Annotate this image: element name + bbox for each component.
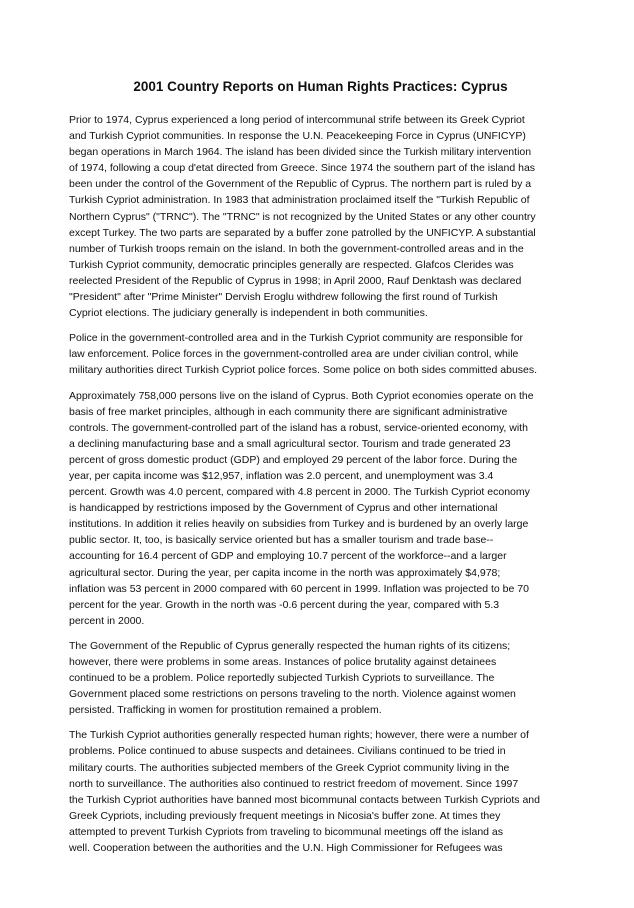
document-title: 2001 Country Reports on Human Rights Practices: Cyprus	[133, 79, 508, 94]
paragraph-police: Police in the government-controlled area and in the Turkish Cypriot community are responsible for law enforcement. Police forces in the government-controlled area are under civilian control, while military authorities direct Turkish Cypriot police forces. Some police on both sides committed abuses.	[69, 332, 538, 377]
paragraph-turkish-cypriot-rights: The Turkish Cypriot authorities generally respected human rights; however, there were a number of problems. Police continued to abuse suspects and detainees. Civilians continued to be tried in military courts. The authorities subjected members of the Greek Cypriot community living in the north to surveillance. The authorities also continued to restrict freedom of movement. Since 1997 the Turkish Cypriot authorities have banned most bicommunal contacts between Turkish Cypriots and Greek Cypriots, including previously frequent meetings in Nicosia's buffer zone. At times they attempted to prevent Turkish Cypriots from traveling to bicommunal meetings off the island as well. Cooperation between the authorities and the U.N. High Commissioner for Refugees was	[69, 729, 540, 855]
paragraph-government-rights: The Government of the Republic of Cyprus generally respected the human rights of its citizens; however, there were problems in some areas. Instances of police brutality against detainees continued to be a problem. Police reportedly subjected Turkish Cypriots to surveillance. The Government placed some restrictions on persons traveling to the north. Violence against women persisted. Trafficking in women for prostitution remained a problem.	[69, 639, 516, 717]
paragraph-economy: Approximately 758,000 persons live on the island of Cyprus. Both Cypriot economies operate on the basis of free market principles, although in each community there are significant administrative controls. The government-controlled part of the island has a robust, service-oriented economy, with a declining manufacturing base and a small agricultural sector. Tourism and trade generated 23 percent of gross domestic product (GDP) and employed 29 percent of the labor force. During the year, per capita income was $12,957, inflation was 2.0 percent, and unemployment was 3.4 percent. Growth was 4.0 percent, compared with 4.8 percent in 2000. The Turkish Cypriot economy is handicapped by restrictions imposed by the Government of Cyprus and other international institutions. In addition it relies heavily on subsidies from Turkey and is burdened by an overly large public sector. It, too, is basically service oriented but has a smaller tourism and trade base-- accounting for 16.4 percent of GDP and employing 10.7 percent of the workforce--and a larger agricultural sector. During the year, per capita income in the north was approximately $4,978; inflation was 53 percent in 2000 compared with 60 percent in 1999. Inflation was projected to be 70 percent for the year. Growth in the north was -0.6 percent during the year, compared with 5.3 percent in 2000.	[69, 389, 534, 627]
paragraph-overview: Prior to 1974, Cyprus experienced a long period of intercommunal strife between its Greek Cypriot and Turkish Cypriot communities. In response the U.N. Peacekeeping Force in Cyprus (UNFICYP) began operations in March 1964. The island has been divided since the Turkish military intervention of 1974, following a coup d'etat directed from Greece. Since 1974 the southern part of the island has been under the control of the Government of the Republic of Cyprus. The northern part is ruled by a Turkish Cypriot administration. In 1983 that administration proclaimed itself the "Turkish Republic of Northern Cyprus" ("TRNC"). The "TRNC" is not recognized by the United States or any other country except Turkey. The two parts are separated by a buffer zone patrolled by the UNFICYP. A substantial number of Turkish troops remain on the island. In both the government-controlled areas and in the Turkish Cypriot community, democratic principles generally are respected. Glafcos Clerides was reelected President of the Republic of Cyprus in 1998; in April 2000, Rauf Denktash was declared "President" after "Prime Minister" Dervish Eroglu withdrew following the first round of Turkish Cypriot elections. The judiciary generally is independent in both communities.	[69, 114, 536, 320]
